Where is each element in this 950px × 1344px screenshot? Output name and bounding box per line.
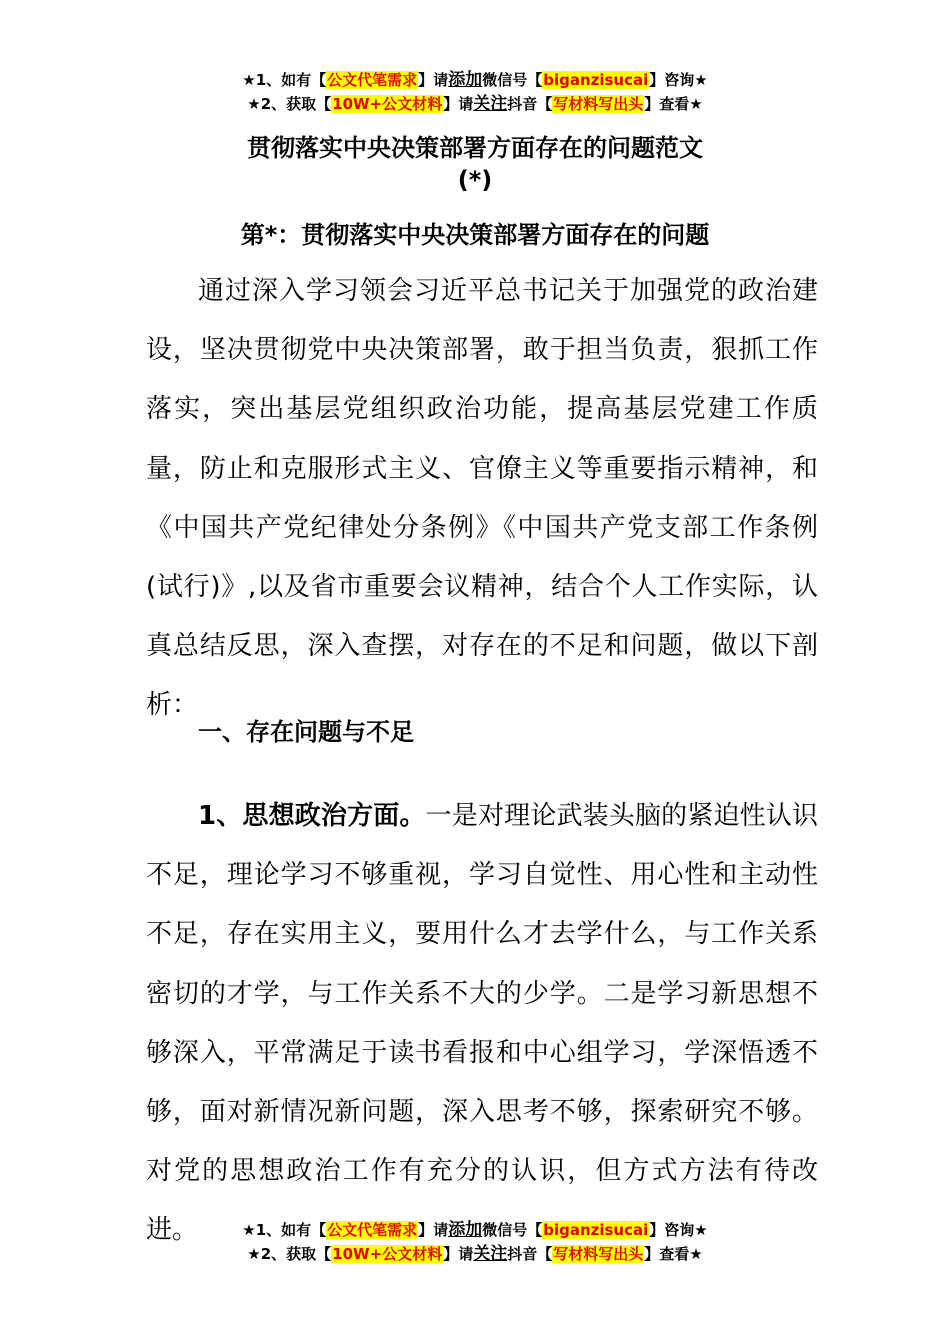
promo-douyin-id: 写材料写出头	[553, 1245, 644, 1263]
promo-text: ★2、获取【	[247, 95, 332, 113]
promo-text: 微信号【	[482, 1221, 543, 1239]
header-promo	[0, 68, 950, 116]
promo-emphasis: 关注	[473, 94, 508, 114]
promo-text: 】请	[418, 1221, 449, 1239]
promo-emphasis: 添加	[448, 1220, 483, 1240]
promo-text: 抖音【	[507, 95, 553, 113]
promo-text: ★1、如有【	[242, 1221, 327, 1239]
promo-line-2	[0, 92, 950, 116]
promo-line-1	[0, 1218, 950, 1242]
promo-text: 微信号【	[482, 71, 543, 89]
document-subtitle: 第*：贯彻落实中央决策部署方面存在的问题	[240, 221, 710, 249]
promo-highlight: 10W+公文材料	[332, 1245, 443, 1263]
document-title-number: (*)	[457, 166, 493, 194]
promo-text: 抖音【	[507, 1245, 553, 1263]
promo-text: 】咨询★	[649, 71, 708, 89]
promo-douyin-id: 写材料写出头	[553, 95, 644, 113]
promo-text: 】请	[418, 71, 449, 89]
promo-text: 】请	[443, 95, 474, 113]
promo-wechat-id: biganzisucai	[543, 1221, 649, 1239]
promo-wechat-id: biganzisucai	[543, 71, 649, 89]
promo-highlight: 10W+公文材料	[332, 95, 443, 113]
promo-text: 】咨询★	[649, 1221, 708, 1239]
promo-highlight: 公文代笔需求	[327, 71, 418, 89]
intro-paragraph: 通过深入学习领会习近平总书记关于加强党的政治建设，坚决贯彻党中央决策部署，敢于担当负责，狠抓工作落实，突出基层党组织政治功能，提高基层党建工作质量，防止和克服形式主义、官僚主义等重要指示精神，和《中国共产党纪律处分条例》《中国共产党支部工作条例(试行)》,以及省市重要会议精神，结合个人工作实际，认真总结反思，深入查摆，对存在的不足和问题，做以下剖析：	[146, 276, 818, 721]
promo-line-1	[0, 68, 950, 92]
footer-promo	[0, 1218, 950, 1266]
promo-text: 】查看★	[644, 95, 703, 113]
promo-text: 】查看★	[644, 1245, 703, 1263]
item-label: 1、思想政治方面。	[198, 801, 426, 831]
promo-emphasis: 关注	[473, 1244, 508, 1264]
promo-text: ★2、获取【	[247, 1245, 332, 1263]
promo-line-2	[0, 1242, 950, 1266]
promo-text: ★1、如有【	[242, 71, 327, 89]
promo-emphasis: 添加	[448, 70, 483, 90]
item-paragraph	[146, 787, 818, 1261]
promo-text: 】请	[443, 1245, 474, 1263]
section-heading: 一、存在问题与不足	[198, 718, 414, 746]
document-title: 贯彻落实中央决策部署方面存在的问题范文	[247, 134, 703, 162]
item-text: 一是对理论武装头脑的紧迫性认识不足，理论学习不够重视，学习自觉性、用心性和主动性不足，存在实用主义，要用什么才去学什么，与工作关系密切的才学，与工作关系不大的少学。二是学习新思想不够深入，平常满足于读书看报和中心组学习，学深悟透不够，面对新情况新问题，深入思考不够，探索研究不够。对党的思想政治工作有充分的认识，但方式方法有待改进。	[146, 801, 818, 1246]
promo-highlight: 公文代笔需求	[327, 1221, 418, 1239]
